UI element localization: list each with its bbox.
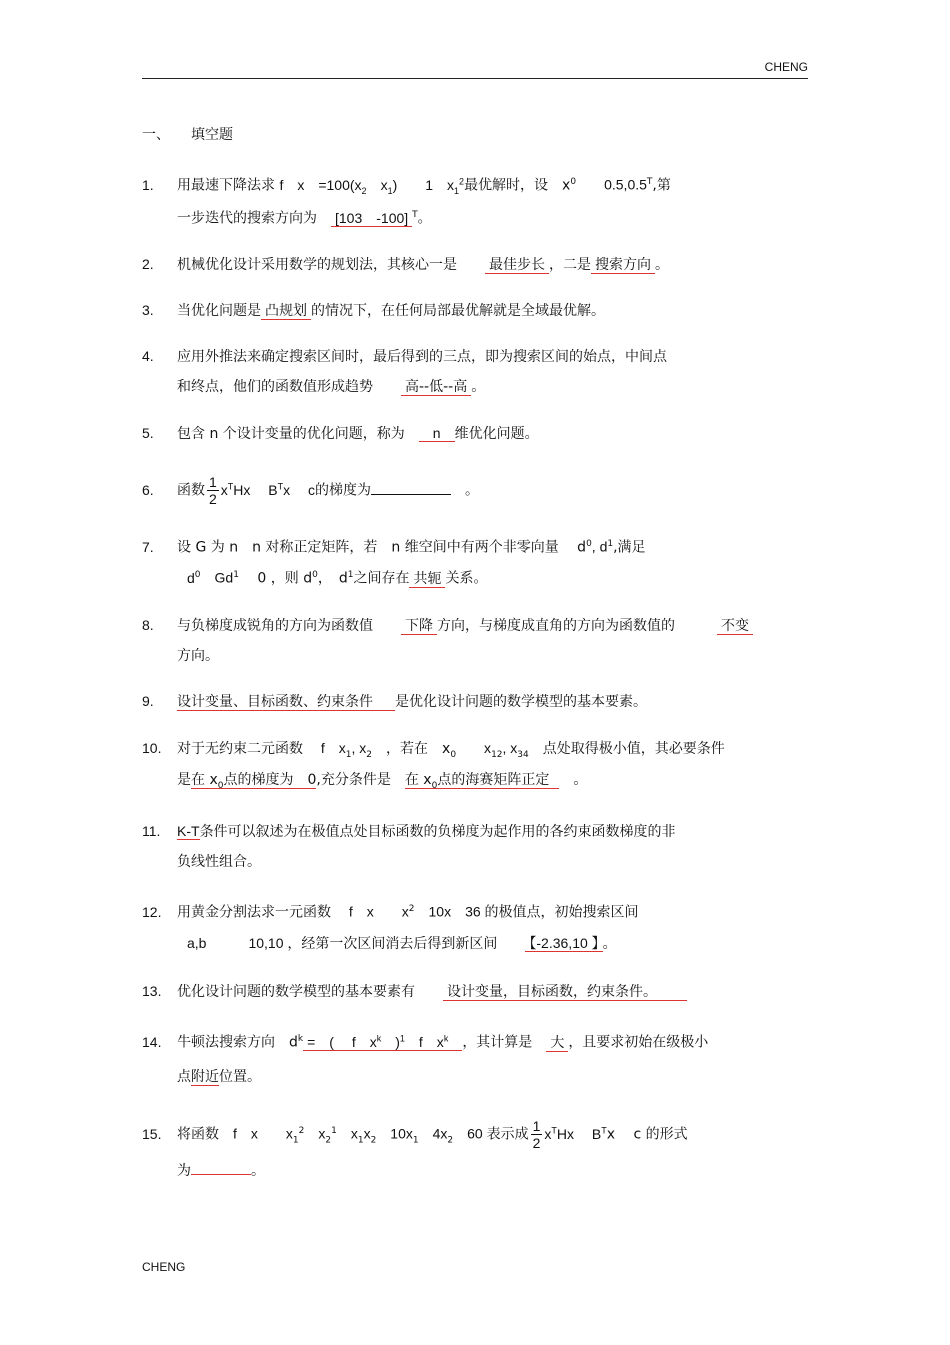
answer-14c: 附近 — [191, 1069, 219, 1085]
question-11: 11. K-T条件可以叙述为在极值点处目标函数的负梯度为起作用的各约束函数梯度的非 — [142, 823, 676, 840]
question-8: 8. 与负梯度成锐角的方向为函数值 下降 方向，与梯度成直角的方向为函数值的 不变 — [142, 616, 753, 635]
question-15: 15. 将函数 f x $x_1^2$ $x_2^1$ $x_1x_2$ $10x_1$ $4x_2$ 60 表示成 $\frac{1}{2}$ $x^THx$ $B^Tx$ c 的形式 — [142, 1118, 688, 1152]
answer-10a: 在 $x_0$点的梯度为 0 — [191, 772, 317, 791]
answer-2a: 最佳步长 — [485, 257, 549, 274]
answer-14b: 大 — [546, 1035, 568, 1052]
answer-13: 设计变量，目标函数，约束条件。 — [443, 984, 687, 1001]
answer-8b: 不变 — [717, 618, 753, 635]
blank-6 — [371, 494, 451, 495]
blank-15 — [191, 1174, 251, 1175]
question-14: 14. 牛顿法搜索方向 $d^k$ = ( f $x^k$ )$^1$ f $x^k$ ，其计算是 大 ，且要求初始在级极小 — [142, 1033, 709, 1051]
answer-4: 高--低--高 — [401, 379, 471, 396]
question-7: 7. 设 G 为 n n 对称正定矩阵，若 n 维空间中有两个非零向量 $d^0$, $d^1$,满足 — [142, 538, 646, 556]
answer-8a: 下降 — [401, 618, 437, 635]
answer-5: n — [419, 425, 455, 442]
question-7-line2: $d^0$ Gd$^1$ 0 ，则 $d^0$， $d^1$之间存在 共轭 关系。 — [187, 569, 488, 587]
question-14-line2: 点附近位置。 — [177, 1069, 261, 1085]
question-4-line2: 和终点，他们的函数值形成趋势 高--低--高 。 — [177, 379, 486, 395]
answer-7: 共轭 — [409, 571, 445, 588]
answer-2b: 搜索方向 — [591, 257, 655, 274]
question-6: 6. 函数 $\frac{1}{2}$ $x^THx$ $B^Tx$ c的梯度为 。 — [142, 474, 480, 508]
page-footer: CHENG — [142, 1260, 186, 1274]
answer-12: 【-2.36,10 】 — [525, 935, 602, 952]
answer-14a: = ( f $x^k$ )$^1$ f $x^k$ — [303, 1034, 462, 1051]
question-1-line2: 一步迭代的搜索方向为 [103 -100] $^T$。 — [177, 209, 432, 227]
question-12: 12. 用黄金分割法求一元函数 f x $x^2$ 10x 36 的极值点，初始搜索区间 — [142, 903, 639, 920]
question-10-line2: 是在 $x_0$点的梯度为 0,充分条件是 在 $x_0$点的海赛矩阵正定 。 — [177, 772, 588, 791]
question-15-line2: 为 。 — [177, 1163, 265, 1179]
question-12-line2: a,b 10,10 ，经第一次区间消去后得到新区间 【-2.36,10 】 。 — [187, 935, 617, 952]
question-9: 9. 设计变量、目标函数、约束条件 是优化设计问题的数学模型的基本要素。 — [142, 693, 647, 710]
question-4: 4. 应用外推法来确定搜索区间时，最后得到的三点，即为搜索区间的始点，中间点 — [142, 348, 667, 365]
answer-3: 凸规划 — [261, 303, 311, 320]
answer-9: 设计变量、目标函数、约束条件 — [177, 694, 395, 711]
question-10: 10. 对于无约束二元函数 f $x_1$, $x_2$ ，若在 $x_0$ $x_{12}$, $x_{34}$ 点处取得极小值，其必要条件 — [142, 740, 725, 760]
page-header: CHENG — [764, 60, 808, 74]
question-5: 5. 包含 n 个设计变量的优化问题，称为 n 维优化问题。 — [142, 425, 539, 442]
section-title: 一、 填空题 — [142, 127, 233, 143]
fraction-half-15: $\frac{1}{2}$ — [532, 1118, 541, 1152]
question-11-line2: 负线性组合。 — [177, 854, 261, 870]
header-rule — [142, 78, 808, 79]
question-3: 3. 当优化问题是 凸规划 的情况下，在任何局部最优解就是全域最优解。 — [142, 302, 605, 319]
question-8-line2: 方向。 — [177, 648, 219, 664]
fraction-half: $\frac{1}{2}$ — [209, 474, 217, 508]
question-1: 1. 用最速下降法求 f x $=100(x_2$ $x_1$) 1 $x_1^2$最优解时，设 $x^0$ $0.5,0.5^T$,第 — [142, 176, 671, 196]
answer-11: K-T — [177, 823, 200, 839]
answer-10b: 在 $x_0$点的海赛矩阵正定 — [405, 772, 559, 789]
answer-1: [103 -100] — [331, 210, 412, 227]
question-2: 2. 机械优化设计采用数学的规划法，其核心一是 最佳步长 ，二是 搜索方向 。 — [142, 256, 669, 273]
question-13: 13. 优化设计问题的数学模型的基本要素有 设计变量，目标函数，约束条件。 — [142, 982, 687, 1001]
